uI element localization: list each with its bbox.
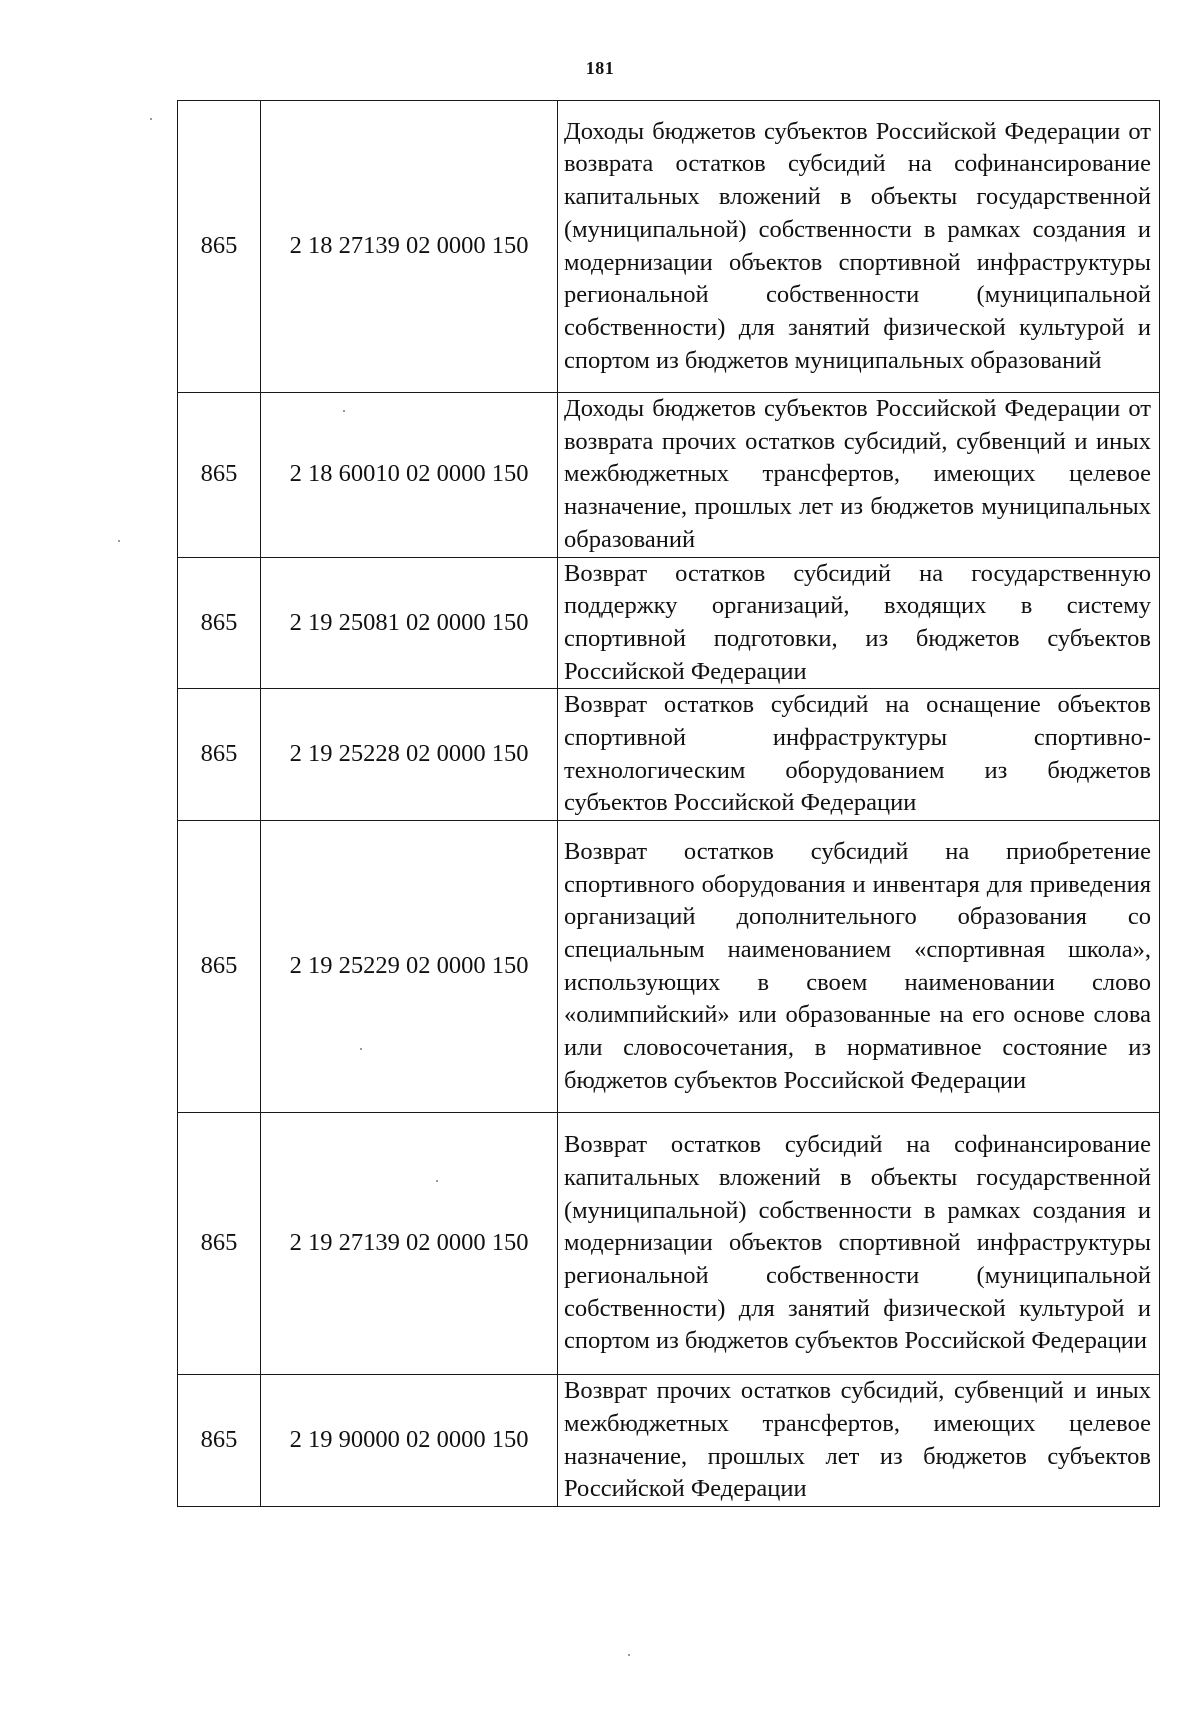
income-name-text: Доходы бюджетов субъектов Российской Федерации от возврата прочих остатков субсидий, субвенций и иных межбюджетных трансфертов, имеющих целевое назначение, прошлых лет из бюджетов муниципальных образований xyxy=(564,395,1151,553)
income-name-cell xyxy=(558,393,1160,558)
income-name-cell xyxy=(558,1113,1160,1375)
budget-code-cell: 2 19 25081 02 0000 150 xyxy=(261,557,558,689)
admin-code-cell: 865 xyxy=(178,1113,261,1375)
income-name-text: Возврат прочих остатков субсидий, субвенций и иных межбюджетных трансфертов, имеющих целевое назначение, прошлых лет из бюджетов субъектов Российской Федерации xyxy=(564,1377,1151,1503)
budget-code-cell: 2 19 25229 02 0000 150 xyxy=(261,821,558,1113)
budget-code-cell: 2 19 90000 02 0000 150 xyxy=(261,1375,558,1507)
table-row xyxy=(178,821,1160,1113)
budget-code-cell: 2 19 27139 02 0000 150 xyxy=(261,1113,558,1375)
income-name-cell xyxy=(558,821,1160,1113)
budget-code-cell: 2 19 25228 02 0000 150 xyxy=(261,689,558,821)
table-row xyxy=(178,101,1160,393)
income-name-text: Доходы бюджетов субъектов Российской Федерации от возврата остатков субсидий на софинансирование капитальных вложений в объекты государственной (муниципальной) собственности в рамках создания и модернизации объектов спортивной инфраструктуры региональной собственности (муниципальной собственности) для занятий физической культурой и спортом из бюджетов муниципальных образований xyxy=(564,117,1151,374)
income-name-text: Возврат остатков субсидий на софинансирование капитальных вложений в объекты государственной (муниципальной) собственности в рамках создания и модернизации объектов спортивной инфраструктуры региональной собственности (муниципальной собственности) для занятий физической культурой и спортом из бюджетов субъектов Российской Федерации xyxy=(564,1131,1151,1355)
table-row xyxy=(178,1375,1160,1507)
admin-code-cell: 865 xyxy=(178,689,261,821)
table-row xyxy=(178,689,1160,821)
income-name-cell xyxy=(558,689,1160,821)
admin-code-cell: 865 xyxy=(178,101,261,393)
table-row xyxy=(178,1113,1160,1375)
income-name-cell xyxy=(558,101,1160,393)
admin-code-cell: 865 xyxy=(178,557,261,689)
budget-code-cell: 2 18 27139 02 0000 150 xyxy=(261,101,558,393)
income-name-text: Возврат остатков субсидий на приобретение спортивного оборудования и инвентаря для приведения организаций дополнительного образования со специальным наименованием «спортивная школа», использующих в своем наименовании слово «олимпийский» или образованные на его основе слова или словосочетания, в нормативное состояние из бюджетов субъектов Российской Федерации xyxy=(564,837,1151,1094)
scan-speck xyxy=(360,1048,362,1050)
table-row xyxy=(178,393,1160,558)
scan-speck xyxy=(343,410,345,412)
admin-code-cell: 865 xyxy=(178,821,261,1113)
scan-speck xyxy=(150,118,152,120)
admin-code-cell: 865 xyxy=(178,393,261,558)
scan-speck xyxy=(628,1654,630,1656)
income-name-text: Возврат остатков субсидий на государственную поддержку организаций, входящих в систему спортивной подготовки, из бюджетов субъектов Российской Федерации xyxy=(564,559,1151,685)
income-name-cell xyxy=(558,557,1160,689)
scan-speck xyxy=(118,540,120,542)
budget-code-cell: 2 18 60010 02 0000 150 xyxy=(261,393,558,558)
page-number: 181 xyxy=(585,58,615,78)
admin-code-cell: 865 xyxy=(178,1375,261,1507)
scan-speck xyxy=(436,1180,438,1182)
table-row xyxy=(178,557,1160,689)
income-name-cell xyxy=(558,1375,1160,1507)
income-name-text: Возврат остатков субсидий на оснащение объектов спортивной инфраструктуры спортивно-технологическим оборудованием из бюджетов субъектов Российской Федерации xyxy=(564,691,1151,817)
budget-code-table xyxy=(177,100,1160,1507)
